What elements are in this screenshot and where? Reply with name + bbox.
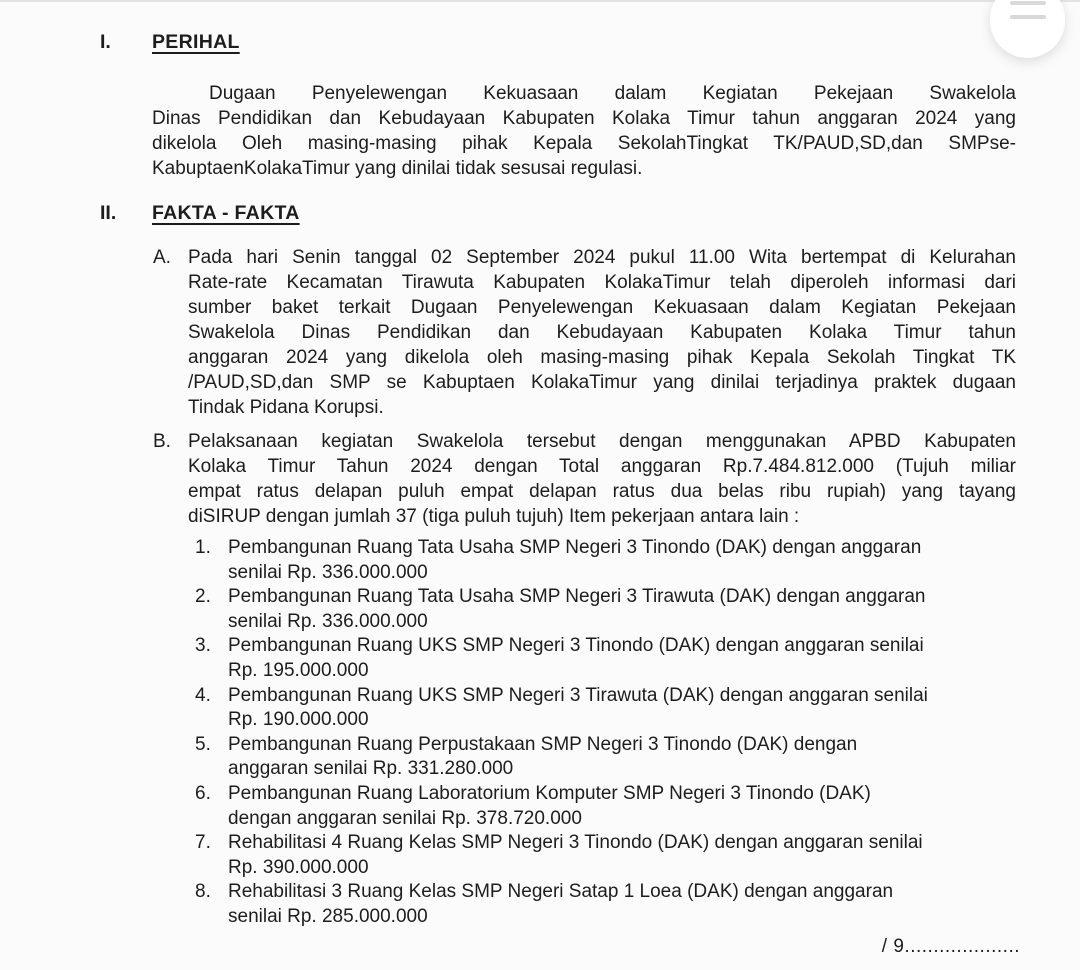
item-text: [188, 245, 1016, 420]
paragraph-line: KabuptaenKolakaTimur yang dinilai tidak sesusai regulasi.: [152, 158, 643, 179]
section-numeral: II.: [100, 202, 117, 224]
list-item-text: [228, 782, 1016, 831]
list-item-number: 8.: [195, 881, 211, 903]
budget-item-list: [195, 536, 1016, 930]
item-label: A.: [153, 247, 171, 268]
paragraph-line: Kolaka Timur Tahun 2024 dengan Total anggaran Rp.7.484.812.000 (Tujuh miliar: [188, 456, 1016, 477]
paragraph-line: diSIRUP dengan jumlah 37 (tiga puluh tujuh) Item pekerjaan antara lain :: [188, 506, 800, 527]
list-item-line: Rehabilitasi 4 Ruang Kelas SMP Negeri 3 Tinondo (DAK) dengan anggaran senilai: [228, 832, 923, 854]
paragraph-line: Swakelola Dinas Pendidikan dan Kebudayaan Kabupaten Kolaka Timur tahun: [188, 322, 1016, 343]
list-item-line: Pembangunan Ruang UKS SMP Negeri 3 Tirawuta (DAK) dengan anggaran senilai: [228, 684, 928, 706]
list-item-number: 3.: [195, 635, 211, 657]
page-number-footer: / 9....................: [881, 936, 1020, 957]
section-title: PERIHAL: [152, 31, 240, 53]
list-item-line: Pembangunan Ruang UKS SMP Negeri 3 Tinondo (DAK) dengan anggaran senilai: [228, 635, 924, 657]
fakta-item-b: [153, 429, 1016, 529]
list-item-line: Rp. 190.000.000: [228, 709, 369, 731]
item-label: B.: [153, 431, 171, 452]
fakta-item-a: [153, 245, 1016, 420]
item-text: [188, 429, 1016, 529]
list-item-number: 6.: [195, 782, 211, 804]
list-item-line: senilai Rp. 285.000.000: [228, 905, 428, 927]
paragraph-line: Dugaan Penyelewengan Kekuasaan dalam Kegiatan Pekejaan Swakelola: [209, 83, 1016, 104]
list-item-text: [228, 733, 1016, 782]
list-item-line: senilai Rp. 336.000.000: [228, 610, 428, 632]
list-item-line: Pembangunan Ruang Tata Usaha SMP Negeri 3 Tirawuta (DAK) dengan anggaran: [228, 586, 926, 608]
paragraph-line: /PAUD,SD,dan SMP se Kabuptaen KolakaTimur yang dinilai terjadinya praktek dugaan: [188, 372, 1016, 393]
section-title: FAKTA - FAKTA: [152, 202, 300, 224]
list-item-line: dengan anggaran senilai Rp. 378.720.000: [228, 807, 582, 829]
list-item-line: senilai Rp. 336.000.000: [228, 561, 428, 583]
hamburger-icon: [1010, 1, 1046, 5]
list-item-line: Rp. 195.000.000: [228, 659, 369, 681]
list-item-line: Pembangunan Ruang Perpustakaan SMP Negeri 3 Tinondo (DAK) dengan: [228, 733, 858, 755]
paragraph-line: empat ratus delapan puluh empat delapan ratus dua belas ribu rupiah) yang tayang: [188, 481, 1016, 502]
list-item: [195, 880, 1016, 929]
page-top-edge: [0, 0, 1080, 2]
list-item-text: [228, 536, 1016, 585]
paragraph-line: Tindak Pidana Korupsi.: [188, 397, 384, 418]
list-item-number: 2.: [195, 586, 211, 608]
paragraph-line: sumber baket terkait Dugaan Penyelewengan Kekuasaan dalam Kegiatan Pekejaan: [188, 297, 1016, 318]
section-numeral: I.: [100, 31, 111, 53]
list-item: [195, 585, 1016, 634]
list-item-number: 4.: [195, 684, 211, 706]
list-item-text: [228, 684, 1016, 733]
paragraph-line: Pada hari Senin tanggal 02 September 2024 pukul 11.00 Wita bertempat di Kelurahan: [188, 247, 1016, 268]
list-item-line: Pembangunan Ruang Laboratorium Komputer SMP Negeri 3 Tinondo (DAK): [228, 782, 871, 804]
list-item-text: [228, 585, 1016, 634]
list-item-line: anggaran senilai Rp. 331.280.000: [228, 758, 514, 780]
list-item-text: [228, 634, 1016, 683]
list-item-text: [228, 831, 1016, 880]
list-item-number: 1.: [195, 537, 211, 558]
list-item: [195, 782, 1016, 831]
paragraph-line: anggaran 2024 yang dikelola oleh masing-masing pihak Kepala Sekolah Tingkat TK: [188, 347, 1016, 368]
perihal-paragraph: [152, 81, 1016, 181]
paragraph-line: dikelola Oleh masing-masing pihak Kepala SekolahTingkat TK/PAUD,SD,dan SMPse-: [152, 133, 1016, 154]
list-item-line: Rp. 390.000.000: [228, 856, 369, 878]
paragraph-line: Dinas Pendidikan dan Kebudayaan Kabupaten Kolaka Timur tahun anggaran 2024 yang: [152, 108, 1016, 129]
section-fakta-heading: [100, 201, 1016, 225]
hamburger-icon: [1010, 15, 1046, 19]
list-item-line: Rehabilitasi 3 Ruang Kelas SMP Negeri Satap 1 Loea (DAK) dengan anggaran: [228, 881, 894, 903]
list-item: [195, 733, 1016, 782]
list-item-text: [228, 880, 1016, 929]
list-item: [195, 684, 1016, 733]
section-perihal-heading: [100, 30, 1016, 54]
list-item: [195, 634, 1016, 683]
list-item: [195, 536, 1016, 585]
list-item-number: 7.: [195, 832, 211, 854]
document-body: [100, 30, 1016, 930]
paragraph-line: Rate-rate Kecamatan Tirawuta Kabupaten KolakaTimur telah diperoleh informasi dari: [188, 272, 1016, 293]
list-item: [195, 831, 1016, 880]
paragraph-line: Pelaksanaan kegiatan Swakelola tersebut dengan menggunakan APBD Kabupaten: [188, 431, 1016, 452]
list-item-line: Pembangunan Ruang Tata Usaha SMP Negeri 3 Tinondo (DAK) dengan anggaran: [228, 537, 922, 558]
list-item-number: 5.: [195, 733, 211, 755]
